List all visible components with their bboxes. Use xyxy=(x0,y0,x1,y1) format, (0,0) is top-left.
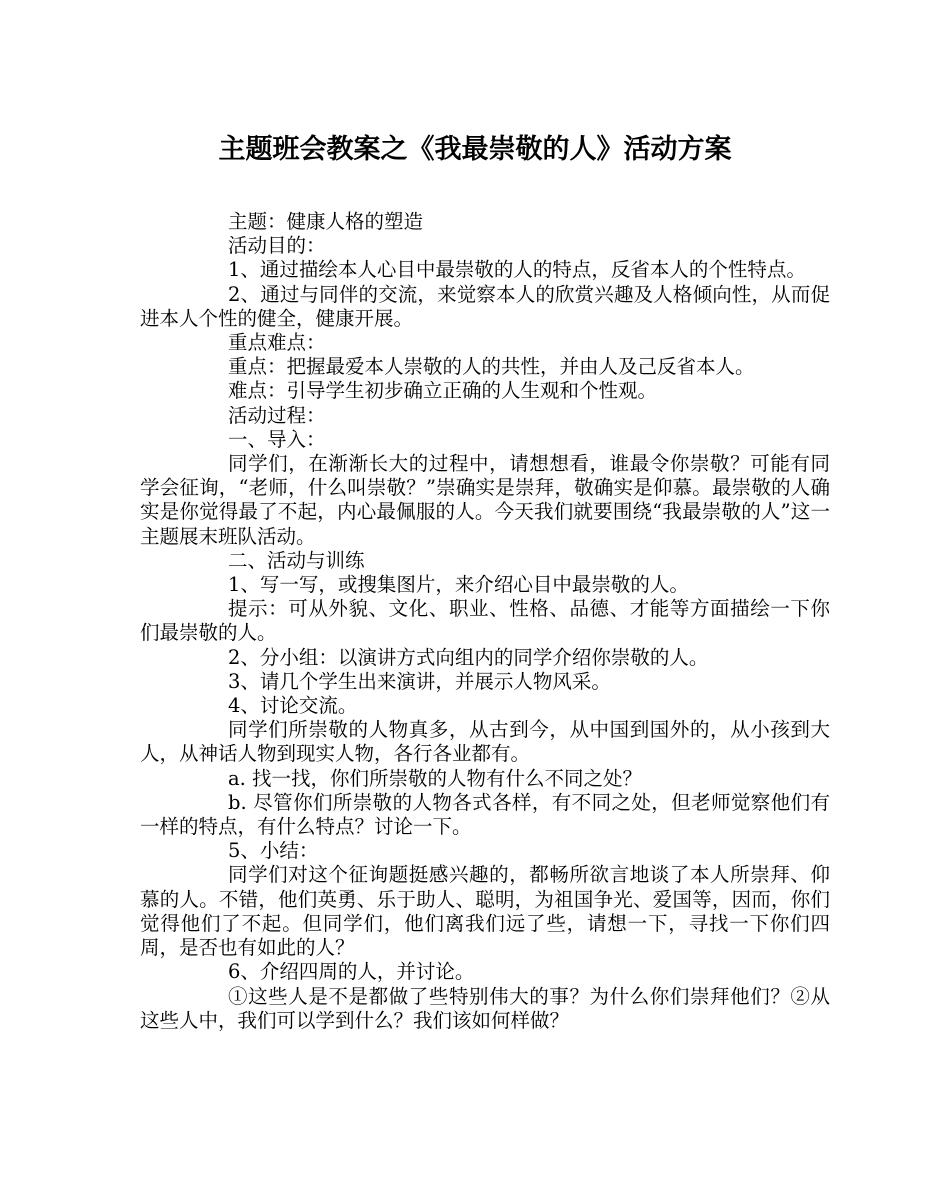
paragraph: 2、分小组：以演讲方式向组内的同学介绍你崇敬的人。 xyxy=(228,645,709,669)
paragraph: 1、通过描绘本人心目中最崇敬的人的特点，反省本人的个性特点。 xyxy=(228,258,806,282)
paragraph: 1、写一写，或搜集图片，来介绍心目中最崇敬的人。 xyxy=(228,573,689,597)
paragraph: 2、通过与同伴的交流，来觉察本人的欣赏兴趣及人格倾向性，从而促进本人个性的健全，健康开展。 xyxy=(140,282,830,330)
paragraph: 3、请几个学生出来演讲，并展示人物风采。 xyxy=(228,669,611,693)
paragraph: 同学们，在渐渐长大的过程中，请想想看，谁最令你崇敬？可能有同学会征询，“老师，什么叫崇敬？”崇确实是崇拜，敬确实是仰慕。最崇敬的人确实是你觉得最了不起，内心最佩服的人。今天我们就要围绕“我最崇敬的人”这一主题展末班队活动。 xyxy=(140,452,830,548)
paragraph: 活动目的： xyxy=(228,234,326,258)
paragraph: ①这些人是不是都做了些特别伟大的事？为什么你们崇拜他们？②从这些人中，我们可以学到什么？我们该如何样做？ xyxy=(140,984,830,1032)
paragraph: a. 找一找，你们所崇敬的人物有什么不同之处？ xyxy=(228,766,643,790)
paragraph: 提示：可从外貌、文化、职业、性格、品德、才能等方面描绘一下你们最崇敬的人。 xyxy=(140,597,830,645)
paragraph: 主题：健康人格的塑造 xyxy=(228,210,424,233)
paragraph: 活动过程： xyxy=(228,403,326,427)
paragraph: 重点难点： xyxy=(228,331,326,355)
paragraph: 5、小结： xyxy=(228,839,319,863)
paragraph: 4、讨论交流。 xyxy=(228,694,358,718)
paragraph: 一、导入： xyxy=(228,427,326,451)
paragraph: 同学们对这个征询题挺感兴趣的，都畅所欲言地谈了本人所崇拜、仰慕的人。不错，他们英勇、乐于助人、聪明，为祖国争光、爱国等，因而，你们觉得他们了不起。但同学们，他们离我们远了些，请想一下，寻找一下你们四周，是否也有如此的人？ xyxy=(140,863,830,960)
document-body xyxy=(140,210,830,1033)
paragraph: 6、介绍四周的人，并讨论。 xyxy=(228,960,475,984)
paragraph: 重点：把握最爱本人崇敬的人的共性，并由人及己反省本人。 xyxy=(228,355,755,379)
paragraph: 同学们所崇敬的人物真多，从古到今，从中国到国外的，从小孩到大人，从神话人物到现实人物，各行各业都有。 xyxy=(140,718,830,766)
document-title: 主题班会教案之《我最崇敬的人》活动方案 xyxy=(218,134,732,165)
paragraph: b. 尽管你们所崇敬的人物各式各样，有不同之处，但老师觉察他们有一样的特点，有什么特点？讨论一下。 xyxy=(140,790,830,839)
paragraph: 二、活动与训练 xyxy=(228,548,365,572)
paragraph: 难点：引导学生初步确立正确的人生观和个性观。 xyxy=(228,379,658,403)
